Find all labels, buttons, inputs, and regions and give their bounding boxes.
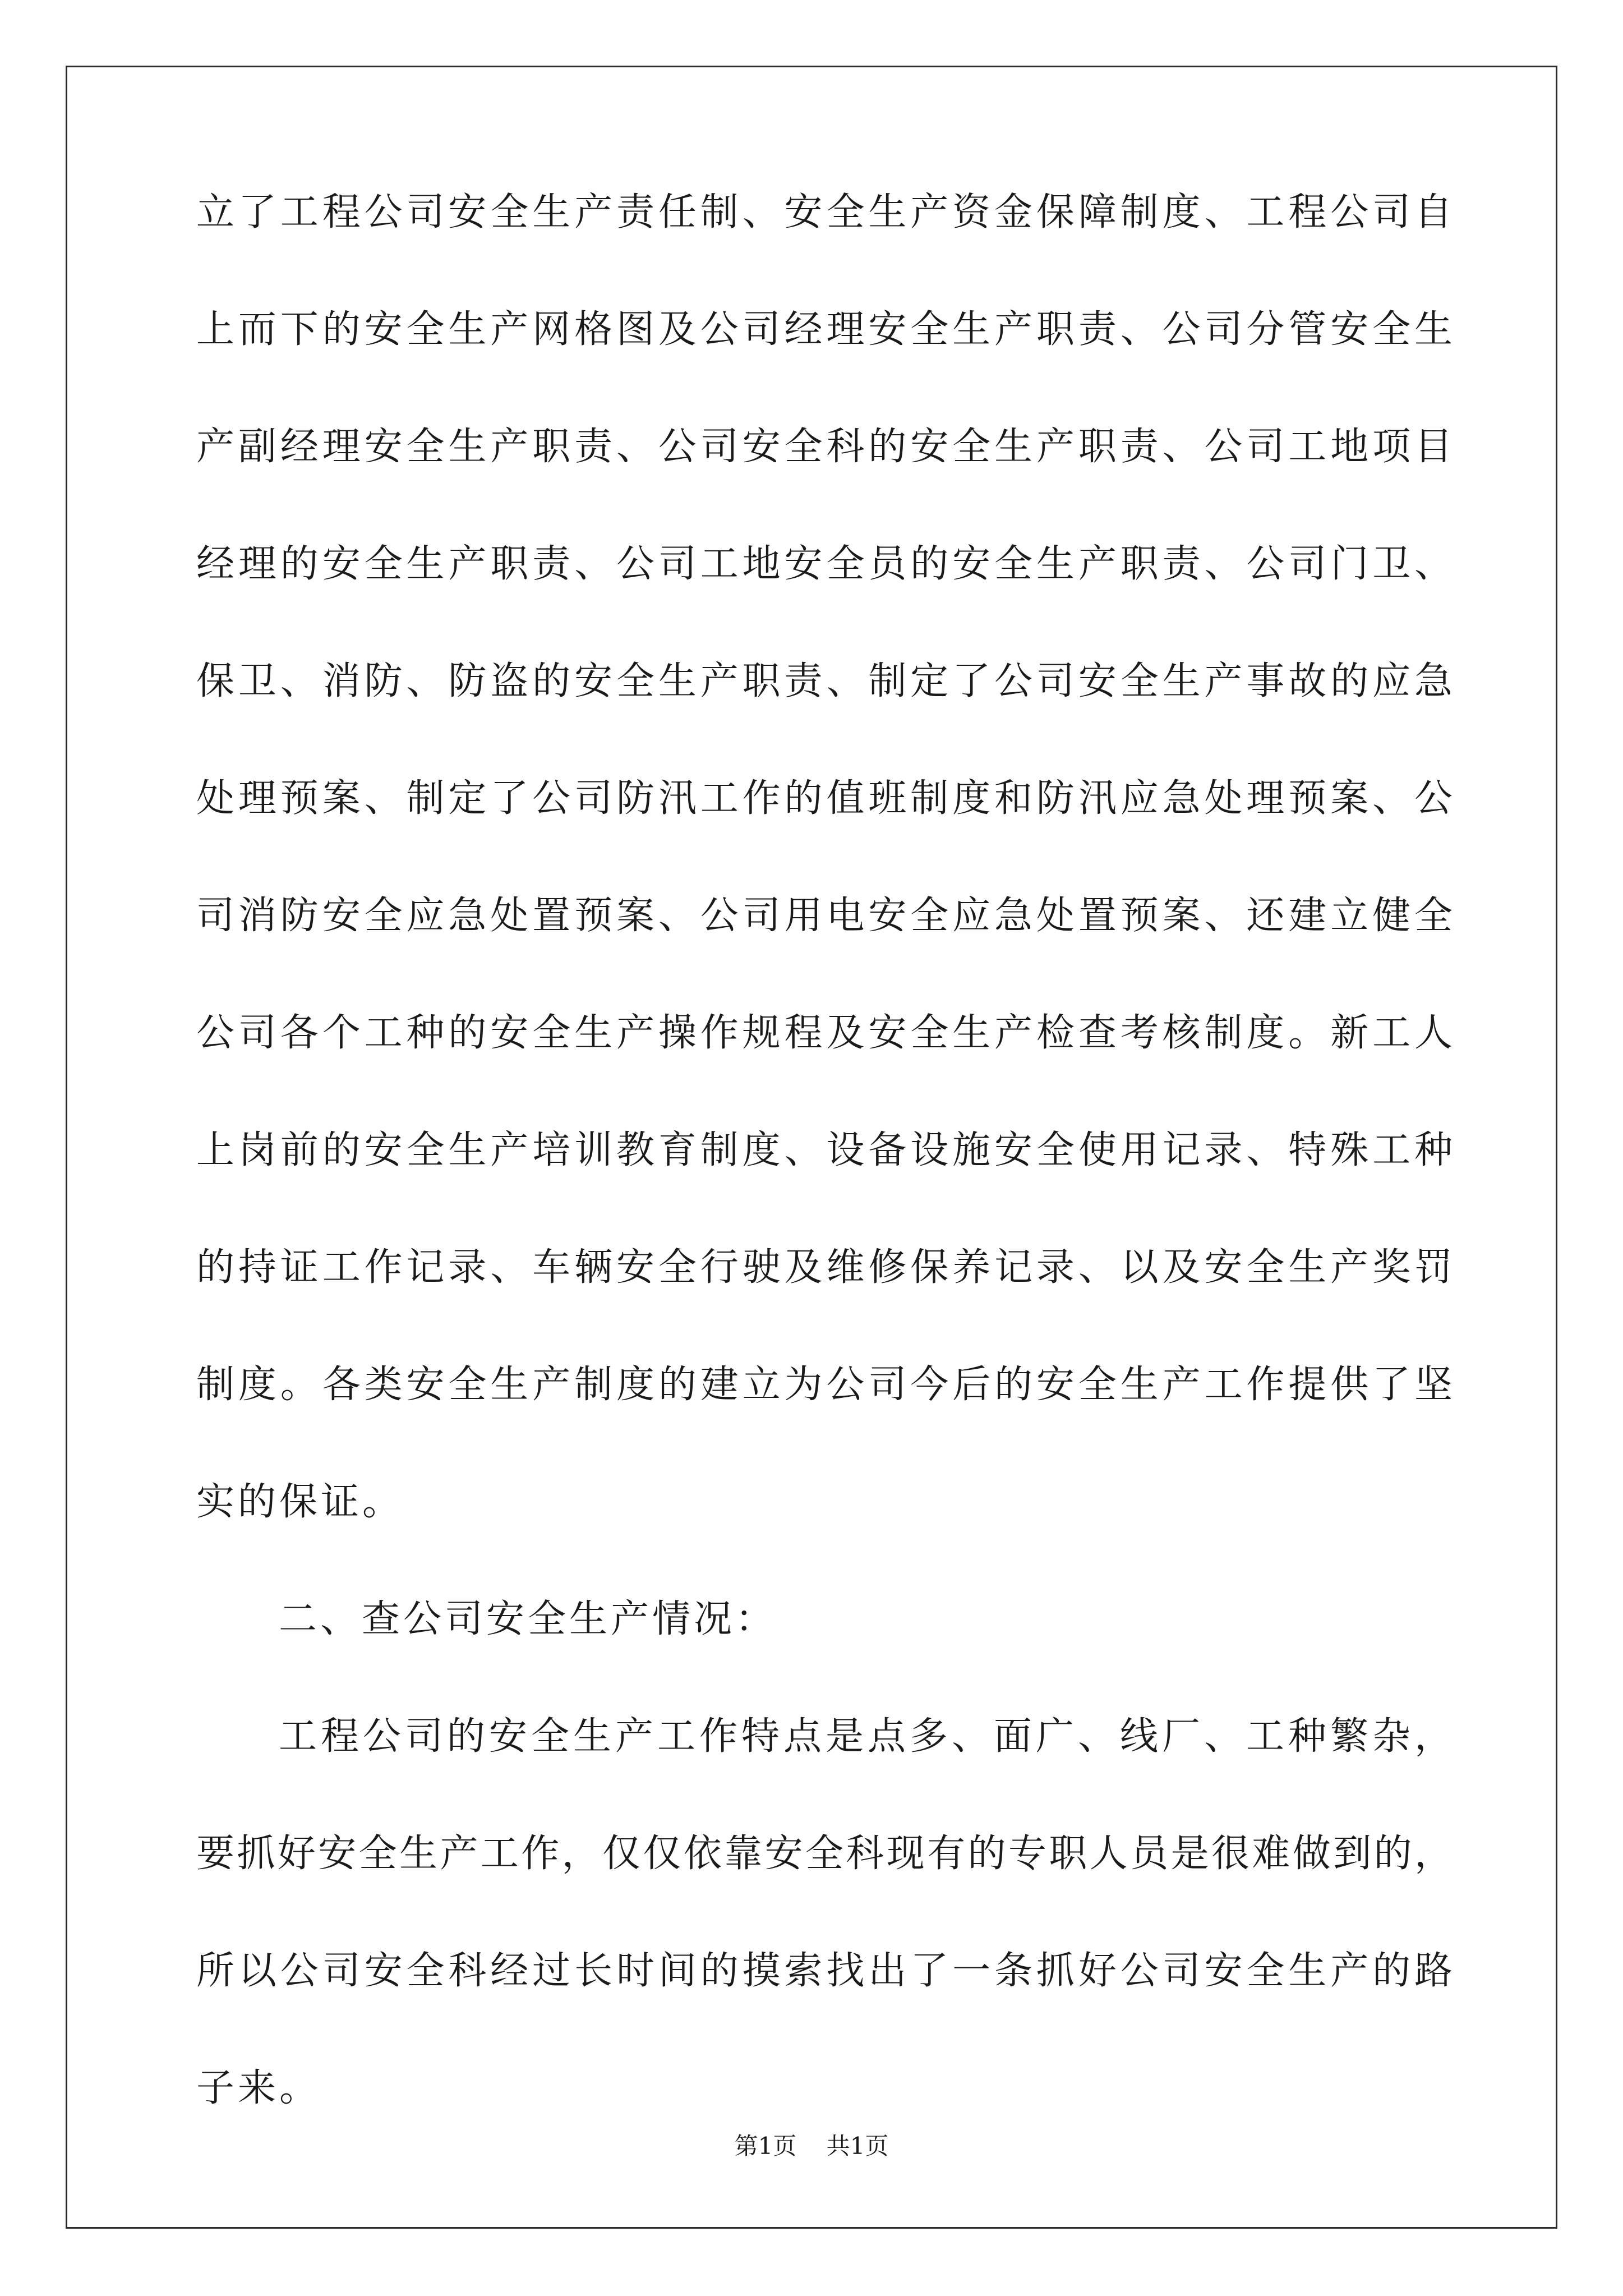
text-line: 所以公司安全科经过长时间的摸索找出了一条抓好公司安全生产的路 bbox=[196, 1949, 1453, 1993]
text-line: 实的保证。 bbox=[196, 1480, 404, 1524]
paragraph-first-line: 工程公司的安全生产工作特点是点多、面广、线厂、工种繁杂， bbox=[279, 1714, 1453, 1759]
text-line: 司消防安全应急处置预案、公司用电安全应急处置预案、还建立健全 bbox=[196, 894, 1453, 938]
text-line: 公司各个工种的安全生产操作规程及安全生产检查考核制度。新工人 bbox=[196, 1011, 1453, 1055]
text-line: 经理的安全生产职责、公司工地安全员的安全生产职责、公司门卫、 bbox=[196, 542, 1453, 586]
text-line: 立了工程公司安全生产责任制、安全生产资金保障制度、工程公司自 bbox=[196, 190, 1453, 234]
text-line: 上而下的安全生产网格图及公司经理安全生产职责、公司分管安全生 bbox=[196, 307, 1453, 352]
document-body bbox=[196, 190, 1453, 2187]
page-footer bbox=[0, 2134, 1623, 2158]
text-line: 子来。 bbox=[196, 2066, 321, 2110]
text-line: 保卫、消防、防盗的安全生产职责、制定了公司安全生产事故的应急 bbox=[196, 659, 1453, 703]
text-line: 的持证工作记录、车辆安全行驶及维修保养记录、以及安全生产奖罚 bbox=[196, 1245, 1453, 1290]
text-line: 制度。各类安全生产制度的建立为公司今后的安全生产工作提供了坚 bbox=[196, 1363, 1453, 1407]
section-heading: 二、查公司安全生产情况： bbox=[279, 1597, 777, 1641]
text-line: 处理预案、制定了公司防汛工作的值班制度和防汛应急处理预案、公 bbox=[196, 776, 1453, 821]
text-line: 上岗前的安全生产培训教育制度、设备设施安全使用记录、特殊工种 bbox=[196, 1128, 1453, 1172]
page-number: 第1页 共1页 bbox=[734, 2132, 889, 2160]
text-line: 产副经理安全生产职责、公司安全科的安全生产职责、公司工地项目 bbox=[196, 425, 1453, 469]
text-line: 要抓好安全生产工作，仅仅依靠安全科现有的专职人员是很难做到的， bbox=[196, 1832, 1453, 1876]
